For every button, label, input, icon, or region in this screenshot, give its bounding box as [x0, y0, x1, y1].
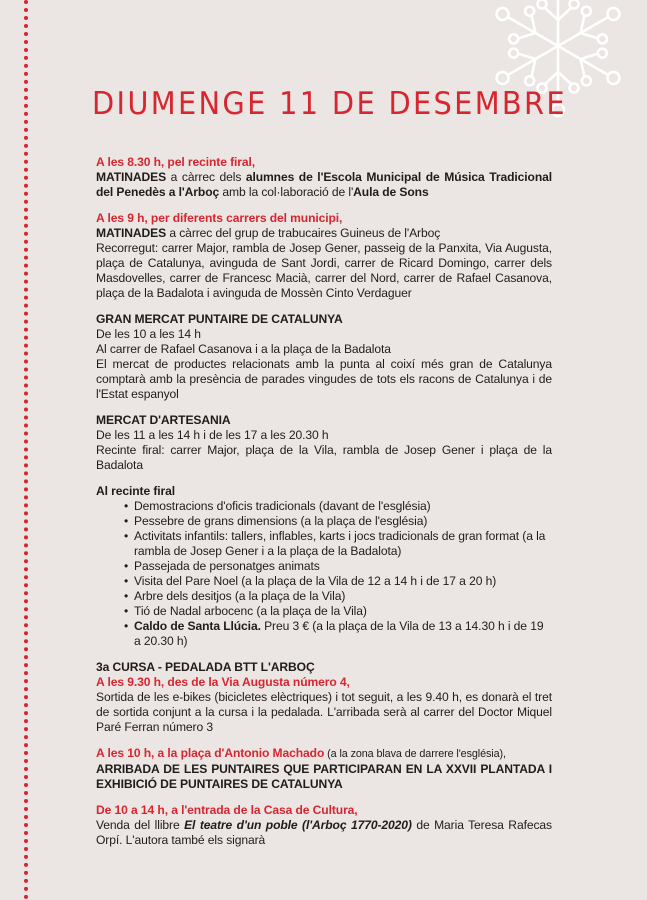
- list-item: • Pessebre de grans dimensions (a la plaça de l'església): [124, 514, 552, 529]
- page-title: DIUMENGE 11 DE DESEMBRE: [92, 86, 567, 122]
- section-heading: MERCAT D'ARTESANIA: [96, 413, 231, 427]
- section-heading: GRAN MERCAT PUNTAIRE DE CATALUNYA: [96, 312, 343, 326]
- route-paragraph: Recorregut: carrer Major, rambla de Josep Gener, passeig de la Panxita, Via Augusta, plaça de Catalunya, avinguda de Sant Jordi, carrer de Ricard Domingo, carrer dels Masdovelles, carrer de Francesc Macià, carrer del Nord, carrer de Rafael Casanova, plaça de la Badalota i avinguda de Mossèn Cinto Verdaguer: [96, 241, 552, 300]
- location-paragraph: Recinte firal: carrer Major, plaça de la Vila, rambla de Josep Gener i plaça de la Badalota: [96, 443, 552, 472]
- book-title: El teatre d'un poble (l'Arboç 1770-2020): [184, 818, 412, 832]
- title-underline: [92, 118, 532, 132]
- list-item: • Visita del Pare Noel (a la plaça de la Vila de 12 a 14 h i de 17 a 20 h): [124, 574, 552, 589]
- section-heading: A les 8.30 h, pel recinte firal,: [96, 155, 256, 169]
- section-heading: A les 10 h, a la plaça d'Antonio Machado (a la zona blava de darrere l'església),: [96, 746, 506, 760]
- section-matinades-escola: [96, 155, 552, 200]
- dotted-left-border: [24, 0, 28, 900]
- section-mercat-puntaire: [96, 312, 552, 402]
- list-item: • Tió de Nadal arbocenc (a la plaça de la Vila): [124, 604, 552, 619]
- schedule-line: De les 11 a les 14 h i de les 17 a les 20.30 h: [96, 428, 329, 442]
- section-recinte-firal: [96, 484, 552, 649]
- program-content: [96, 155, 552, 859]
- list-item: • Activitats infantils: tallers, inflables, karts i jocs tradicionals de gran format (a la rambla de Josep Gener i a la plaça de la Badalota): [124, 529, 552, 559]
- list-item: • Demostracions d'oficis tradicionals (davant de l'església): [124, 499, 552, 514]
- description-paragraph: El mercat de productes relacionats amb la punta al coixí més gran de Catalunya comptarà amb la presència de parades vingudes de tots els racons de Catalunya i de l'Estat espanyol: [96, 357, 552, 401]
- section-heading: De 10 a 14 h, a l'entrada de la Casa de Cultura,: [96, 803, 358, 817]
- description-paragraph: Venda del llibre El teatre d'un poble (l'Arboç 1770-2020) de Maria Teresa Rafecas Orpí. L'autora també els signarà: [96, 818, 552, 847]
- section-body: MATINADES a càrrec del grup de trabucaires Guineus de l'Arboç: [96, 226, 441, 240]
- list-item: • Passejada de personatges animats: [124, 559, 552, 574]
- description-paragraph: ARRIBADA DE LES PUNTAIRES QUE PARTICIPARAN EN LA XXVII PLANTADA I EXHIBICIÓ DE PUNTAIRES DE CATALUNYA: [96, 762, 552, 791]
- section-matinades-trabucaires: [96, 211, 552, 301]
- snowflake-icon: [430, 0, 647, 160]
- activities-list: [96, 499, 552, 649]
- list-item: • Arbre dels desitjos (a la plaça de la Vila): [124, 589, 552, 604]
- location-line: Al carrer de Rafael Casanova i a la plaça de la Badalota: [96, 342, 391, 356]
- section-subheading: A les 9.30 h, des de la Via Augusta número 4,: [96, 675, 350, 689]
- section-heading: 3a CURSA - PEDALADA BTT L'ARBOÇ: [96, 660, 315, 674]
- section-cursa-btt: [96, 660, 552, 735]
- list-item: • Caldo de Santa Llúcia. Preu 3 € (a la plaça de la Vila de 13 a 14.30 h i de 19 a 20.30 h): [124, 619, 552, 649]
- section-arribada-puntaires: [96, 746, 552, 792]
- section-body: MATINADES a càrrec dels alumnes de l'Escola Municipal de Música Tradicional del Penedès a l'Arboç amb la col·laboració de l'Aula de Sons: [96, 170, 553, 199]
- section-venda-llibre: [96, 803, 552, 848]
- description-paragraph: Sortida de les e-bikes (bicicletes elèctriques) i tot seguit, a les 9.40 h, es donarà el tret de sortida conjunt a la cursa i la pedalada. L'arribada serà al carrer del Doctor Miquel Paré Ferran número 3: [96, 690, 552, 734]
- section-mercat-artesania: [96, 413, 552, 473]
- schedule-line: De les 10 a les 14 h: [96, 327, 201, 341]
- section-heading: Al recinte firal: [96, 484, 176, 498]
- section-heading: A les 9 h, per diferents carrers del municipi,: [96, 211, 343, 225]
